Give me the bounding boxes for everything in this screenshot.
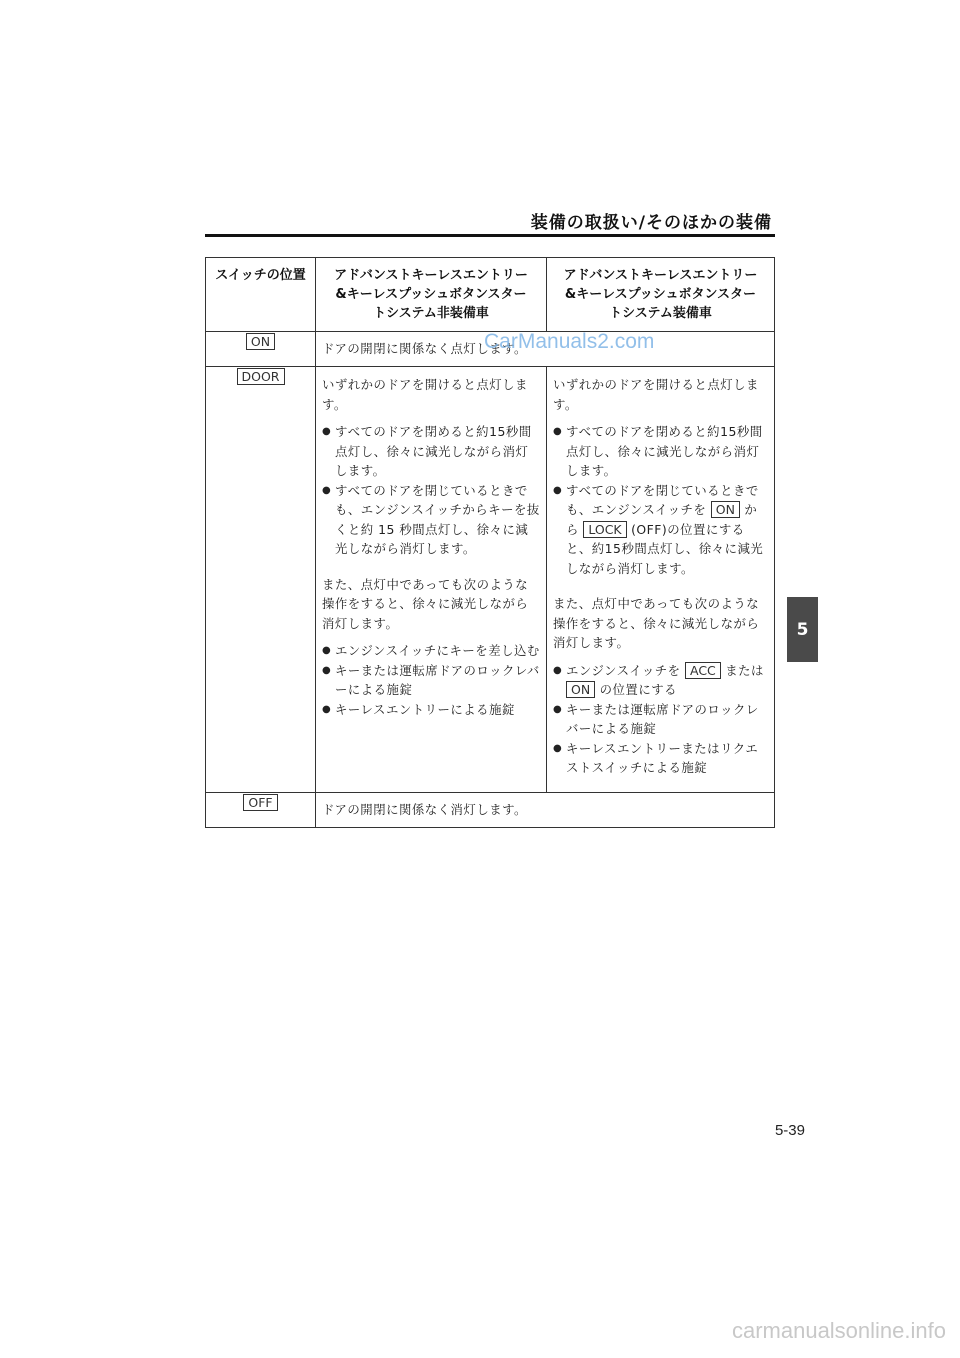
list-item: ● エンジンスイッチにキーを差し込む <box>322 641 541 661</box>
door-b-intro: いずれかのドアを開けると点灯します。 <box>553 377 759 412</box>
on-description: ドアの開閉に関係なく点灯します。 <box>316 332 775 367</box>
list-item: ● キーレスエントリーによる施錠 <box>322 700 541 720</box>
door-b-bullets1 <box>553 422 769 578</box>
position-cell-door <box>206 367 316 793</box>
key-label-on: ON <box>566 681 595 698</box>
site-watermark[interactable]: CarManuals2.com <box>484 330 655 353</box>
table-header-row <box>206 258 775 332</box>
chapter-tab[interactable]: 5 <box>787 597 818 662</box>
position-cell-off <box>206 792 316 827</box>
position-cell-on <box>206 332 316 367</box>
door-description-without-system <box>316 367 547 793</box>
door-a-bullets1 <box>322 422 541 559</box>
header-b-line1: アドバンストキーレスエントリー <box>563 268 758 283</box>
header-b-line3: トシステム装備車 <box>609 306 712 321</box>
header-a-line2: &キーレスプッシュボタンスター <box>335 287 527 302</box>
list-item: ● キーレスエントリーまたはリクエストスイッチによる施錠 <box>553 739 769 778</box>
list-item: ● エンジンスイッチを ACC または ON の位置にする <box>553 661 769 700</box>
key-label-door: DOOR <box>237 368 285 385</box>
key-label-on: ON <box>246 333 275 350</box>
door-description-with-system <box>547 367 775 793</box>
section-title: 装備の取扱い/そのほかの装備 <box>530 213 772 233</box>
list-item: ● すべてのドアを閉じているときでも、エンジンスイッチからキーを抜くと約 15 秒間点灯し、徐々に減光しながら消灯します。 <box>322 481 541 559</box>
list-item: ● すべてのドアを閉じているときでも、エンジンスイッチを ON から LOCK (OFF)の位置にすると、約15秒間点灯し、徐々に減光しながら消灯します。 <box>553 481 769 579</box>
door-a-intro: いずれかのドアを開けると点灯します。 <box>322 377 528 412</box>
page-number: 5-39 <box>774 1122 805 1139</box>
table-row-off <box>206 792 775 827</box>
door-a-para2: また、点灯中であっても次のような操作をすると、徐々に減光しながら消灯します。 <box>322 576 529 631</box>
header-position: スイッチの位置 <box>206 258 316 332</box>
list-item: ● キーまたは運転席ドアのロックレバーによる施錠 <box>553 700 769 739</box>
door-b-bullets2 <box>553 661 769 778</box>
header-without-system <box>316 258 547 332</box>
header-a-line1: アドバンストキーレスエントリー <box>334 268 528 283</box>
door-a-bullets2 <box>322 641 541 719</box>
table-row-door <box>206 367 775 793</box>
list-item: ● すべてのドアを閉めると約15秒間点灯し、徐々に減光しながら消灯します。 <box>553 422 769 481</box>
footer-watermark[interactable]: carmanualsonline.info <box>731 1318 946 1343</box>
header-rule <box>205 234 775 237</box>
header-with-system <box>547 258 775 332</box>
off-description: ドアの開閉に関係なく消灯します。 <box>316 792 775 827</box>
key-label-off: OFF <box>243 794 277 811</box>
list-item: ● キーまたは運転席ドアのロックレバーによる施錠 <box>322 661 541 700</box>
key-label-acc: ACC <box>685 662 721 679</box>
list-item: ● すべてのドアを閉めると約15秒間点灯し、徐々に減光しながら消灯します。 <box>322 422 541 481</box>
key-label-on: ON <box>711 501 740 518</box>
door-b-para2: また、点灯中であっても次のような操作をすると、徐々に減光しながら消灯します。 <box>553 596 760 650</box>
header-b-line2: &キーレスプッシュボタンスター <box>564 287 757 302</box>
header-a-line3: トシステム非装備車 <box>373 306 489 321</box>
key-label-lock: LOCK <box>583 521 626 538</box>
